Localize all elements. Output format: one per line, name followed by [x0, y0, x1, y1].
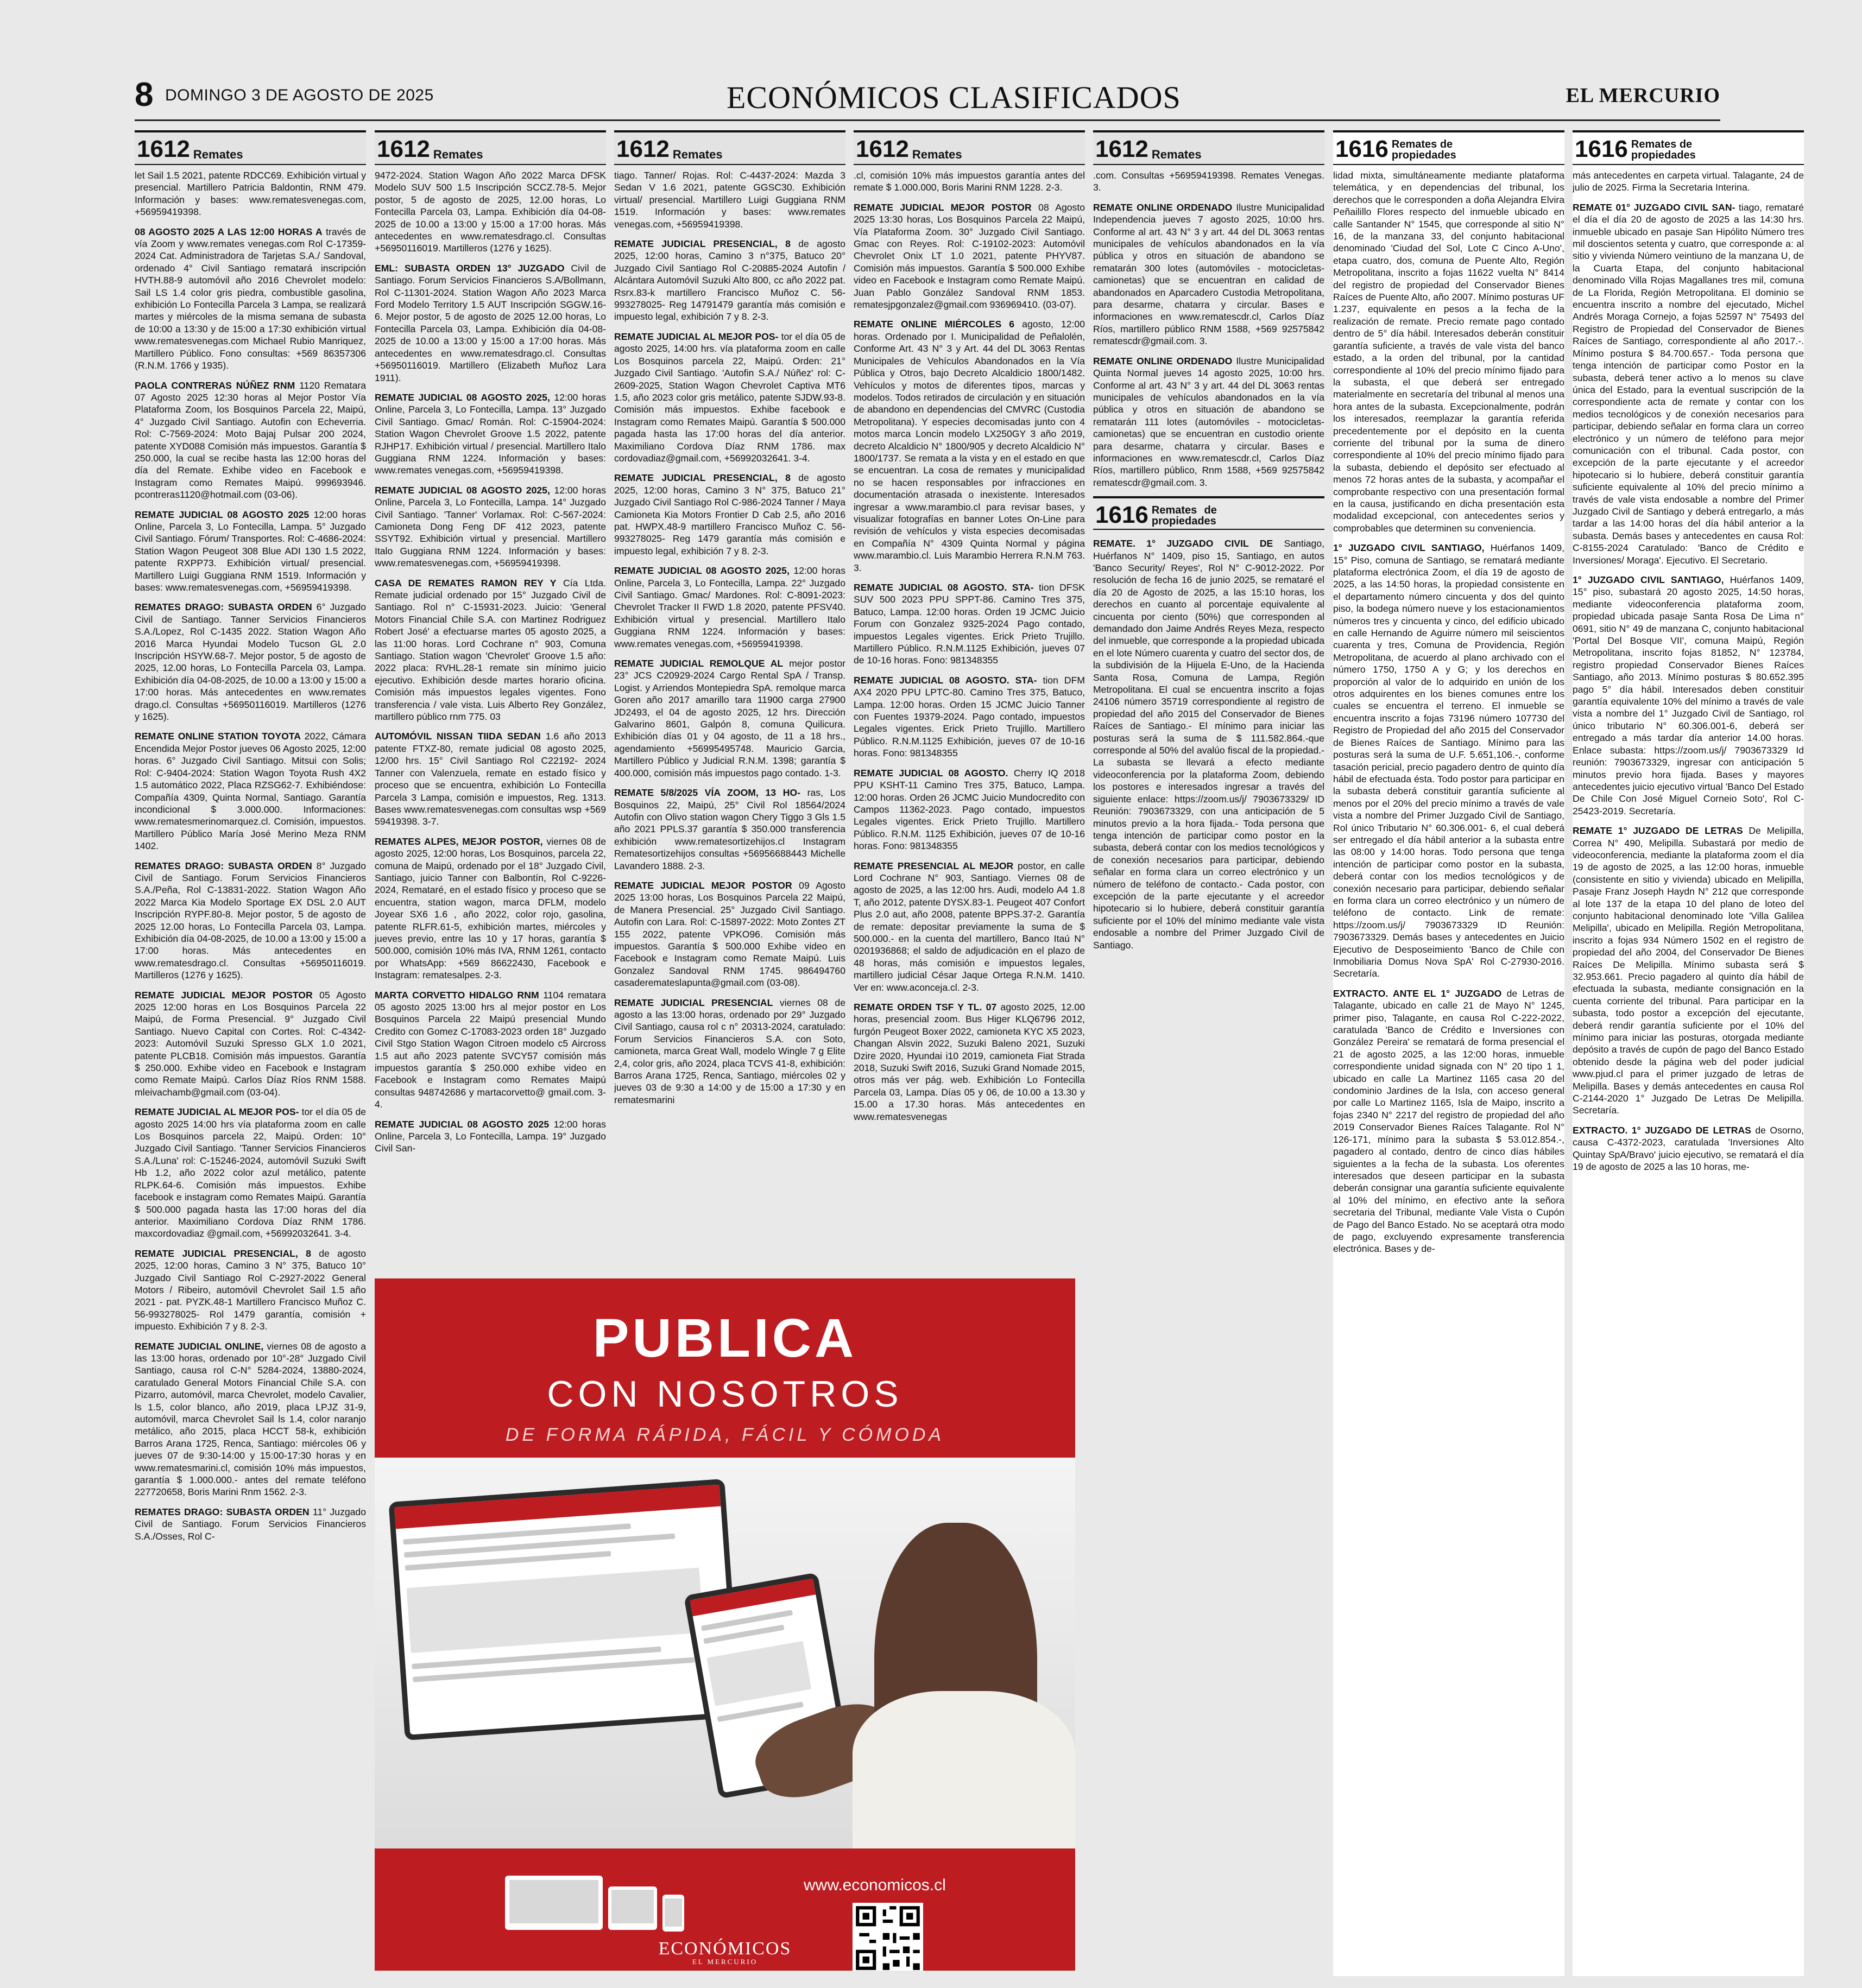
classified-ad [1573, 1124, 1804, 1173]
ad-title: MARTA CORVETTO HIDALGO RNM [375, 989, 539, 1001]
ad-text: 11° Juzgado Civil de Santiago. Forum Servicios Financieros S.A./Osses, Rol C- [135, 1506, 366, 1542]
section-label: Remates de propiedades [1631, 138, 1696, 161]
ad-text: 08 Agosto 2025 13:30 horas, Los Bosquinos Parcela 22 Maipú, Vía Plataforma Zoom. 30° Juzgado Civil Santiago. Gmac con Reyes. Rol: C-19102-2023: Automóvil Chevrolet Onix LT 1.0 2021, patente PHYV87. Comisión más impuestos. Garantía $ 500.000 Exhibe video en Facebook e Instagram como Remate Maipú. Juan Pablo González Sandoval RNM 1853. rematesjpgonzalez@gmail.com 936969410. (03-07). [854, 201, 1085, 311]
classified-ad [1333, 987, 1564, 1255]
ad-text: tiago. Tanner/ Rojas. Rol: C-4437-2024: Mazda 3 Sedan V 1.6 2021, patente GGSC30. Exhibición virtual/ presencial. Martillero Luigi Guggiana RNM 1519. Información y bases: www.remates venegas.com, +56959419398. [614, 170, 845, 230]
column-heading [1333, 130, 1564, 165]
ad-title: REMATE JUDICIAL PRESENCIAL, 8 [614, 472, 791, 484]
classified-ad [135, 169, 366, 218]
ad-text: Ilustre Municipalidad Independencia jueves 7 agosto 2025, 10:00 hrs. Conforme al art. 43 N° 3 y art. 44 del DL 3063 rentas municipales de vehículos abandonados en la vía pública y otros en situación de abandono se rematarán 300 lotes (automóviles - motocicletas-camionetas) que se encuentran en calidad de abandonados en Aparcadero Custodia Metropolitana, para desarme, chatarra y circular. Bases e informaciones en www.rematescdr.cl, Carlos Díaz Ríos, martillero público RNM 1588, +569 92575842 rematescdr@gmail.com. 3. [1093, 201, 1324, 347]
ad-title: AUTOMÓVIL NISSAN TIIDA SEDAN [375, 731, 541, 742]
ad-text: Santiago, Huérfanos N° 1409, piso 15, Santiago, en autos 'Banco Security/ Reyes', Rol N° C-9012-2022. Por resolución de fecha 16 de junio 2025, se remataré el día 20 de Agosto de 2025, a las 15:10 horas, los derechos en cuanto al porcentaje equivalente al cincuenta por ciento (50%) que corresponden al demandado don Jaime Andrés Reyes Meza, respecto del inmueble, que corresponde a la propiedad ubicada en el lote Número cuarenta y cuatro del sector dos, de la subdivisión de la Hijuela E-Uno, de la Hacienda Santa Rosa, Comuna de Lampa, Región Metropolitana. El cual se encuentra inscrito a fojas 24106 número 35719 correspondiente al registro de propiedad del año 2015 del Conservador de Bienes Raíces de Santiago.- El mínimo para iniciar las posturas será la suma de $ 111.582.864.-que corresponde al 50% del avalúo fiscal de la propiedad.- La subasta se llevará a efecto mediante videoconferencia por la plataforma Zoom, debiendo los postores e interesados ingresar a través del siguiente enlace: https://zoom.us/j/ 7903673329/ ID Reunión: 7903673329, con una anticipación de 5 minutos previo a la hora fijada.- Toda persona que tenga intención de participar como postor en la subasta, deberá contar con los medios tecnológicos y de conexión necesarios para participar, debiendo señalar en forma clara un correo electrónico y un número de teléfono de contacto.- Cada postor, con excepción de la parte ejecutante y el acreedor hipotecario si lo hubiere, deberá constituir garantía suficiente por el 10% del mínimo mediante vale vista endosable a nombre del Primer Juzgado Civil de Santiago. [1093, 538, 1324, 951]
classified-ad [375, 262, 606, 384]
section-title: ECONÓMICOS CLASIFICADOS [727, 80, 1181, 115]
ad-text: .cl, comisión 10% más impuestos garantía antes del remate $ 1.000.000, Boris Marini RNM 1228. 2-3. [854, 170, 1085, 193]
column-body [1333, 165, 1564, 1255]
ad-title: REMATE JUDICIAL PRESENCIAL, 8 [135, 1248, 311, 1259]
ad-title: REMATE 01° JUZGADO CIVIL SAN- [1573, 201, 1735, 213]
classified-ad [135, 1506, 366, 1542]
ad-text: agosto, 12:00 horas. Ordenado por I. Municipalidad de Peñalolén, Conforme Art. 43 N° 3 y Art. 44 del DL 3063 Rentas Municipales de Vehículos Abandonados en la Vía Pública y Otros, bajo Decreto Alcaldicio 1800/1482. Vehículos y motos de diferentes tipos, marcas y modelos. Todos retirados de circulación y en situación de abandono en dependencias del CMVRC (Custodia Metropolitana). Y especies decomisadas junto con 4 motos marca Loncin modelo LX250GY 3 año 2019, decreto Alcaldicio N° 1800/905 y decreto Alcaldicio N° 1800/1737. Se remata a la vista y en el estado en que se encuentran. La cosa de remates y municipalidad no se hacen responsables por infracciones en documentación atrasada o inexistente. Interesados ingresar a www.marambio.cl para revisar bases, y visualizar fotografías en banner Lotes On-Line para revisión de vehículos y vista especies decomisadas en Compañía N° 4309 Quinta Normal y página www.marambio.cl. Luis Marambio Herrera R.N.M 763. 3. [854, 319, 1085, 573]
page-date: DOMINGO 3 DE AGOSTO DE 2025 [165, 86, 434, 104]
ad-text: 12:00 horas Online, Parcela 3, Lo Fontecilla, Lampa. 13° Juzgado Civil Santiago. Gmac/ Román. Rol: C-15904-2024: Station Wagon Chevrolet Groove 1.5 2022, patente RJHP17. Exhibición virtual / presencial. Martillero Italo Guggiana RNM 1224. Información y bases: www.remates venegas.com, +56959419398. [375, 391, 606, 476]
ad-title: REMATE JUDICIAL ONLINE, [135, 1340, 264, 1352]
column-heading [1573, 130, 1804, 165]
column-body [135, 165, 366, 1542]
classified-ad [1333, 169, 1564, 534]
ad-text: agosto 2025, 12.00 horas, presencial zoom. Bus Higer KLQ6796 2012, furgón Peugeot Boxer 2022, camioneta KYC X5 2023, Changan Alsvin 2022, Suzuki Baleno 2021, Suzuki Dzire 2020, Hyundai i10 2019, camioneta Fiat Strada 2018, Suzuki Swift 2016, Suzuki Grand Nomade 2015, otros más ver pág. web. Exhibición Lo Fontecilla Parcela 03, Lampa. Días 05 y 06, de 10.00 a 13.30 y 15.00 a 17.30 horas. Más antecedentes en www.rematesvenegas [854, 1002, 1085, 1122]
ad-title: REMATES ALPES, MEJOR POSTOR, [375, 835, 543, 847]
economicos-logo: ECONÓMICOS EL MERCURIO [658, 1939, 792, 1966]
section-number: 1612 [1095, 136, 1148, 162]
classified-ad [854, 860, 1085, 993]
classified-ad [375, 577, 606, 723]
classified-ad [135, 1106, 366, 1239]
section-label: Remates de propiedades [1151, 504, 1217, 528]
ad-text: viernes 08 de agosto a las 13:00 horas, ordenado por 10°-28° Juzgado Civil Santiago, causa rol C-N° 5284-2024, 13880-2024, caratulado General Motors Financial Chile S.A. con Pizarro, automóvil, marca Chevrolet, modelo Cavalier, ls 1.5, color blanco, año 2019, placa LPJZ 31-9, automóvil, marca Chevrolet Sail ls 1.4, color naranjo metálico, año 2015, placa HCCT 58-k, exhibición Barros Arana 1725, Renca, Santiago: miércoles 06 y jueves 07 de 9:30-14:00 y 15:00-17:30 horas y en www.rematesmarini.cl, comisión 10% más impuestos, garantía $ 1.000.000.- antes del remate teléfono 227720658, Boris Marini Rnm 1562. 2-3. [135, 1340, 366, 1498]
ad-title: EXTRACTO. ANTE EL 1° JUZGADO [1333, 987, 1502, 999]
ad-title: REMATE JUDICIAL AL MEJOR POS- [614, 331, 779, 342]
classified-ad [375, 730, 606, 827]
classified-ad [854, 581, 1085, 667]
ad-title: REMATE JUDICIAL AL MEJOR POS- [135, 1106, 299, 1118]
ad-title: REMATE PRESENCIAL AL MEJOR [854, 860, 1014, 871]
ad-text: Civil de Santiago. Forum Servicios Financieros S.A/Bollmann, Rol C-11301-2024. Station Wagon Año 2023 Marca Ford Modelo Territory 1.5 AUT Inscripción SGGW.16-6. Mejor postor, 5 de agosto de 2025 12.00 horas, Lo Fontecilla Parcela 03, Lampa. Exhibición día 04-08-2025 de 10.00 a 13:00 y 15:00 a 17:00 horas. Más antecedentes en www.rematesdrago.cl. Consultas +56950116019. Martillero (Elizabeth Muñoz Lara 1911). [375, 262, 606, 383]
classified-ad [1573, 201, 1804, 566]
section-number: 1616 [1095, 502, 1148, 529]
classified-ad [854, 201, 1085, 311]
promo-headline: PUBLICA [592, 1308, 857, 1369]
classified-ad [375, 1118, 606, 1155]
column-5 [1093, 130, 1324, 1976]
classified-ad [375, 484, 606, 569]
ad-title: EXTRACTO. 1° JUZGADO DE LETRAS [1573, 1124, 1751, 1136]
ad-title: REMATE 1° JUZGADO DE LETRAS [1573, 825, 1743, 837]
section-number: 1612 [137, 136, 190, 162]
ad-title: REMATE JUDICIAL 08 AGOSTO 2025, [614, 565, 790, 577]
promo-photo [375, 1458, 1075, 1848]
ad-text: tor el día 05 de agosto 2025, 14:00 hrs. vía plataforma zoom en calle Los Bosquinos parcela 22, Maipú. Orden: 21° Juzgado Civil Santiago. 'Autofin S.A./ Núñez' rol: C-2609-2025, Station Wagon Chevrolet Captiva MT6 1.5, año 2023 color gris metálico, patente SJDW.93-8. Comisión más impuestos. Exhibe facebook e Instagram como Remates Maipú. Garantía $ 500.000 pagada hasta las 17:00 horas del día anterior. Maximiliano Cordova Díaz RNM 1786. max cordovadiaz@gmail.com, +56992032641. 3-4. [614, 331, 845, 464]
column-body [1573, 165, 1804, 1173]
section-label: Remates [672, 148, 723, 161]
column-4 [854, 130, 1085, 1270]
brand-logo: EL MERCURIO [1566, 84, 1720, 107]
ad-text: 1120 Rematara 07 Agosto 2025 12:30 horas al Mejor Postor Vía Plataforma Zoom, los Bosquinos Parcela 22, Maipú, 4° Juzgado Civil Santiago. Autofin con Echeverria. Rol: C-7569-2024: Moto Bajaj Pulsar 200 2024, patente XYD088 Comisión más impuestos. Garantía $ 250.000, la cual se recibe hasta las 12:00 horas del día del Remate. Exhibe video en Facebook e Instagram como Remates Maipú. 999693946. pcontreras1120@hotmail.com (03-06). [135, 379, 366, 501]
column-6 [1333, 130, 1564, 1976]
page-header [135, 76, 1720, 121]
ad-text: postor, en calle Lord Cochrane N° 903, Santiago. Viernes 08 de agosto de 2025, a las 12:00 hrs. Audi, modelo A4 1.8 T, año 2012, patente DYSX.83-1. Peugeot 407 Confort Plus 2.0 aut, año 2008, patente BPPS.37-2. Garantía de remate: depositar previamente la suma de $ 500.000.- en la cuenta del martillero, Banco Itaú N° 0201936868; el saldo de adjudicación en el plazo de 48 horas, más comisión e impuestos legales, martillero judicial César Jaque Ortega R.N.M. 1410. Ver en: www.aconceja.cl. 2-3. [854, 860, 1085, 993]
ad-title: 08 AGOSTO 2025 A LAS 12:00 HORAS A [135, 226, 323, 237]
ad-title: REMATE JUDICIAL 08 AGOSTO 2025, [375, 484, 550, 496]
ad-text: de agosto 2025, 12:00 horas, Camino 3 n°375, Batuco 20° Juzgado Civil Santiago Rol C-20885-2024 Autofin / Alcántara Automóvil Suzuki Alto 800, cc año 2022 pat. Rsrx.83-k martillero Francisco Muñoz C. 56-993278025- Reg 14791479 garantía más comisión e impuesto legal, exhibición 7 y 8. 2-3. [614, 238, 845, 322]
ad-text: 09 Agosto 2025 13:00 horas, Los Bosquinos Parcela 22 Maipú, de Manera Presencial. 25° Juzgado Civil Santiago. Autofin con Lara. Rol: C-15897-2022: Moto Zontes ZT 155 2022, patente VPKO96. Comisión más impuestos. Garantía $ 500.000 Exhibe video en Facebook e Instagram como Remate Maipú. Luis Gonzalez Sandoval RNM 1745. 986494760 casaderemateslapunta@gmail.com (03-08). [614, 879, 845, 989]
page-number: 8 [135, 76, 154, 113]
classified-ad [854, 1001, 1085, 1123]
ad-title: REMATE ONLINE MIÉRCOLES 6 [854, 319, 1015, 330]
classified-ad [375, 169, 606, 255]
ad-title: REMATES DRAGO: SUBASTA ORDEN [135, 1506, 310, 1517]
ad-title: REMATE JUDICIAL PRESENCIAL, 8 [614, 238, 791, 250]
ad-text: de Letras de Talagante, ubicado en calle 21 de Mayo N° 1245, primer piso, Talagante, en causa Rol C-222-2022, caratulada 'Banco de Crédito e Inversiones con González Pereira' se rematará de forma presencial el 21 de agosto 2025, a las 12:00 horas, inmueble correspondiente unidad signada con N° 20 tipo 1 1, ubicado en calle La Martinez 1165 casa 20 del condominio Jardines de la Isla, con acceso general por calle Lo Martinez 1165, Isla de Maipo, inscrito a fojas 2340 N° 2217 del registro de propiedad del año 2019 Conservador Bienes Raíces Talagante. Rol N° 126-171, mínimo para la subasta $ 53.012.854.-, pagadero al contado, dentro de cinco días hábiles siguientes a la fecha de la subasta. Los oferentes interesados que deseen participar en la subasta deberán consignar una garantía suficiente equivalente al 10% del mínimo, en efectivo ante la señora secretaria del Tribunal, mediante Vale Vista o Cupón de Pago del Banco Estado. No se aceptará otra modo de pago, excluyendo expresamente transferencia electrónica. Bases y de- [1333, 987, 1564, 1255]
classified-ad [614, 879, 845, 989]
ad-title: REMATES DRAGO: SUBASTA ORDEN [135, 602, 312, 613]
ad-text: tiago, remataré el día el día 20 de agosto de 2025 a las 14:30 hrs. inmueble ubicado en pasaje San Hipólito Número tres mil doscientos setenta y cuatro, que corresponde a: al sitio y vivienda Número veintiuno de la manzana U, de la Cuarta Etapa, del conjunto habitacional denominado Villa Rojas Magallanes tres mil, comuna de La Florida, Región Metropolitana. El dominio se encuentra inscrito a nombre del ejecutado, Michel Andrés Moraga Cornejo, a fojas 52597 N° 75493 del Registro de Propiedad del Conservador de Bienes Raíces de Santiago, correspondiente al año 2017.-. Mínimo postura $ 84.700.657.- Toda persona que tenga intención de participar como Postor en la subasta, deberá tener activo a lo menos su clave única del Estado, para la eventual suscripción de la correspondiente acta de remate y contar con los medios tecnológicos y de conexión necesarios para participar, debiendo señalar en forma clara un correo electrónico y un número de teléfono para mejor comunicación con el tribunal. Cada postor, con excepción de la parte ejecutante y el acreedor hipotecario si lo hubiere, deberá constituir garantía suficiente equivalente al 10% del precio mínimo a través de vale vista endosable a nombre del Primer Juzgado Civil de Santiago y deberá entregarlo, a más tardar a las 14:00 horas del día hábil anterior a la subasta. Demás bases y antecedentes en causa Rol: C-8155-2024 Caratulado: 'Banco de Crédito e Inversiones/ Moraga'. Ejecutivo. El Secretario. [1573, 201, 1804, 566]
ad-title: 1° JUZGADO CIVIL SANTIAGO, [1333, 542, 1485, 554]
ad-title: REMATE JUDICIAL 08 AGOSTO 2025, [375, 391, 550, 403]
ad-text: Cía Ltda. Remate judicial ordenado por 15° Juzgado Civil de Santiago. Rol n° C-15931-2023. Juicio: 'General Motors Financial Chile S.A. con Martinez Rodriguez Robert José' a efectuarse martes 05 agosto 2025, a las 11:00 horas. Lord Cochrane n° 903, Comuna Santiago. Station wagon 'Chevrolet' Groove 1.5 año: 2022 placa: RVHL.28-1 remate sin mínimo juicio ejecutivo. Exhibición desde martes horario oficina. Comisión más impuestos legales vigentes. Fono transferencia / vale vista. Luis Alberto Rey González, martillero público rnm 775. 03 [375, 577, 606, 723]
ad-text: 12:00 horas Online, Parcela 3, Lo Fontecilla, Lampa. 22° Juzgado Civil Santiago. Gmac/ Mardones. Rol: C-8091-2023: Chevrolet Tracker II FWD 1.8 2020, patente PFSV40. Exhibición virtual y presencial. Martillero Italo Guggiana RNM 1224. Información y bases: www.remates venegas.com, +56959419398. [614, 565, 845, 649]
column-2 [375, 130, 606, 1270]
promo-url: www.economicos.cl [804, 1876, 946, 1894]
column-1 [135, 130, 366, 1976]
ad-title: REMATE JUDICIAL 08 AGOSTO. [854, 767, 1008, 778]
ad-text: lidad mixta, simultáneamente mediante plataforma telemática, y en dependencias del tribunal, los derechos que le corresponden a doña Alejandra Elvira Peñailillo Flores respecto del inmueble ubicado en calle Santander N° 1545, que corresponde al sitio N° 16, de la manzana 33, del conjunto habitacional denominado 'Ciudad del Sol, Lote C Cinco A-Uno', etapa cuatro, dos, comuna de Puente Alto, Región Metropolitana, inscrito a fojas 11622 vuelta N° 8414 del registro de propiedad del Conservador Bienes Raíces de Puente Alto, año 2007. Mínimo posturas UF 1.237, equivalente en pesos a la fecha de la realización de remate. Precio remate pago contado dentro de 5° día hábil. Interesados deberán constituir garantía suficiente, a través de vale vista del banco estado, a la orden del tribunal, por la cantidad correspondiente al 10% del precio mínimo fijado para la subasta, el que deberá ser entregado materialmente en secretaría del tribunal al menos una hora antes de la subasta. Excepcionalmente, podrán los interesados, reemplazar la garantía referida precedentemente por el depósito en la cuenta corriente del tribunal por la suma de dinero correspondiente al 10% del precio mínimo fijado para la subasta, debiendo el depósito ser efectuado al menos 72 horas antes de la subasta, y acompañar el comprobante respectivo con una presentación formal en la causa, justificando en dicha presentación esta modalidad excepcional, con antecedentes serios y comprobables que determinen su conveniencia. [1333, 170, 1564, 534]
inline-section-heading [1093, 496, 1324, 530]
ad-title: REMATES DRAGO: SUBASTA ORDEN [135, 860, 312, 871]
ad-title: REMATE 5/8/2025 VÍA ZOOM, 13 HO- [614, 787, 800, 799]
ad-text: viernes 08 de agosto a las 13:00 horas, ordenado por 29° Juzgado Civil Santiago, causa rol c n° 20313-2024, caratulado: Forum Servicios Financieros S.A. con Soto, camioneta, marca Great Wall, modelo Wingle 7 g Elite 2,4, color gris, año 2024, placa TCVS 41-8, exhibición: Barros Arana 1725, Renca, Santiago, miércoles 02 y jueves 03 de 9:30 a 14:00 y de 15:00 a 17:30 y en rematesmarini [614, 997, 845, 1105]
ad-text: de agosto 2025, 12:00 horas, Camino 3 N° 375, Batuco 21° Juzgado Civil Santiago Rol C-986-2024 Tanner / Maya Camioneta Kia Motors Frontier D Cab 2.5, año 2016 pat. HWPX.48-9 martillero Francisco Muñoz C. 56-993278025- Reg 1479 garantía más comisión e impuesto legal, exhibición 7 y 8. 2-3. [614, 472, 845, 556]
ad-title: PAOLA CONTRERAS NÚÑEZ RNM [135, 379, 295, 391]
classified-ad [854, 674, 1085, 759]
ad-text: 12:00 horas Online, Parcela 3, Lo Fontecilla, Lampa. 19° Juzgado Civil San- [375, 1118, 606, 1154]
classified-ad [135, 226, 366, 372]
ad-title: REMATE JUDICIAL 08 AGOSTO. STA- [854, 582, 1034, 593]
section-label: Remates [433, 148, 483, 161]
ad-title: EML: SUBASTA ORDEN 13° JUZGADO [375, 262, 565, 274]
classified-ad [614, 565, 845, 650]
column-heading [1093, 130, 1324, 165]
ad-title: CASA DE REMATES RAMON REY Y [375, 577, 557, 588]
ad-title: REMATE ONLINE ORDENADO [1093, 201, 1233, 213]
ad-text: más antecedentes en carpeta virtual. Talagante, 24 de julio de 2025. Firma la Secretaria Interina. [1573, 170, 1804, 193]
ad-title: REMATE ONLINE STATION TOYOTA [135, 731, 301, 742]
ad-text: let Sail 1.5 2021, patente RDCC69. Exhibición virtual y presencial. Martillero Patricia Baldontin, RNM 479. Información y bases: www.rematesvenegas.com, +56959419398. [135, 170, 366, 218]
qr-code-icon [853, 1903, 923, 1971]
ad-text: .com. Consultas +56959419398. Remates Venegas. 3. [1093, 170, 1324, 193]
ad-text: 05 Agosto 2025 12:00 horas en Los Bosquinos Parcela 22 Maipú, de Forma Presencial. 9° Juzgado Civil Santiago. Nuevo Capital con Cortes. Rol: C-4342-2023: Automóvil Suzuki Spresso GLX 1.0 2021, patente PLCB18. Comisión más impuestos. Garantía $ 250.000. Exhibe video en Facebook e Instagram como Remate Maipú. Carlos Díaz Ríos RNM 1588. mleivachamb@gmail.com (03-04). [135, 989, 366, 1098]
classified-ad [614, 657, 845, 779]
classified-ad [375, 835, 606, 982]
ad-title: REMATE JUDICIAL MEJOR POSTOR [614, 879, 792, 891]
shirt-image [853, 1691, 1075, 1848]
ad-text: tion DFSK SUV 500 2023 PPU SPPT-86. Camino Tres 375, Batuco, Lampa. 12:00 horas. Orden 19 JCMC Juicio Forum con Gonzalez 9325-2024 Pago contado, impuestos Legales vigentes. Erick Prieto Trujillo. Martillero Público. R.N.M.1125 Exhibición, jueves 07 de 10-16 horas. Fono: 981348355 [854, 582, 1085, 666]
ad-text: 1.6 año 2013 patente FTXZ-80, remate judicial 08 agosto 2025, 12/00 hrs. 15° Civil Santiago Rol C22192- 2024 Tanner con Valenzuela, remate en estado físico y proceso que se encuentra, exhibición Lo Fontecilla Parcela 3 Lampa, comisión e impuestos, Reg. 1313. Bases www.rematesvenegas.com consultas wsp +569 59419398. 3-7. [375, 731, 606, 827]
ad-title: REMATE ORDEN TSF Y TL. 07 [854, 1002, 997, 1012]
column-heading [375, 130, 606, 165]
classified-ad [614, 238, 845, 323]
ad-text: Cherry IQ 2018 PPU KSHT-11 Camino Tres 375, Batuco, Lampa. 12:00 horas. Orden 26 JCMC Juicio Mundocredito con Campos 11362-2023. Pago contado, impuestos Legales vigentes. Erick Prieto Trujillo. Martillero Público. R.N.M. 1125 Exhibición, jueves 07 de 10-16 horas. Fono: 981348355 [854, 767, 1085, 852]
classified-ad [1333, 542, 1564, 980]
ad-title: REMATE ONLINE ORDENADO [1093, 355, 1233, 366]
classified-ad [614, 472, 845, 557]
ad-text: 8° Juzgado Civil de Santiago. Forum Servicios Financieros S.A./Peña, Rol C-13831-2022. Station Wagon Año 2022 Marca Kia Modelo Sportage EX DSL 2.0 AUT Inscripción RYPF.80-8. Mejor postor, 5 de agosto de 2025 12.00 horas, Lo Fontecilla Parcela 03, Lampa. Exhibición día 04-08-2025, de 10.00 a 13:00 y 15:00 a 17:00 horas. Más antecedentes en www.rematesdrago.cl. Consultas +56950116019. Martilleros (1276 y 1625). [135, 860, 366, 981]
ad-title: REMATE JUDICIAL MEJOR POSTOR [854, 201, 1032, 213]
column-body [375, 165, 606, 1155]
section-number: 1612 [377, 136, 430, 162]
column-body [614, 165, 845, 1106]
classified-ad [854, 318, 1085, 574]
classified-ad [614, 331, 845, 464]
ad-text: 9472-2024. Station Wagon Año 2022 Marca DFSK Modelo SUV 500 1.5 Inscripción SCCZ.78-5. Mejor postor, 5 de agosto de 2025, 12.00 horas, Lo Fontecilla Parcela 03, Lampa. Exhibición día 04-08-2025 de 10.00 a 13:00 y 15:00 a 17:00 horas. Más antecedentes en www.rematesdrago.cl. Consultas +56950116019. Martilleros (1276 y 1625). [375, 170, 606, 254]
classified-ad [854, 169, 1085, 194]
section-label: Remates [1151, 148, 1202, 161]
column-body [1093, 165, 1324, 951]
classified-ad [135, 1248, 366, 1333]
classified-ad [135, 860, 366, 982]
classified-ad [1093, 201, 1324, 347]
classified-ad [135, 509, 366, 594]
classified-ad [1573, 574, 1804, 817]
ad-text: tor el día 05 de agosto 2025 14:00 hrs vía plataforma zoom en calle Los Bosquinos parcela 22, Maipú. Orden: 10° Juzgado Civil Santiago. 'Tanner Servicios Financieros S.A./Luna' rol: C-15246-2024, automóvil Suzuki Swift Hb 1.2, año 2022 color azul metálico, patente RLPK.64-6. Comisión más impuestos. Exhibe facebook e instagram como Remates Maipú. Garantía $ 500.000 pagada hasta las 17:00 horas del día anterior. Maximiliano Cordova Díaz RNM 1786. maxcordovadiaz @gmail.com, +56992032641. 3-4. [135, 1106, 366, 1239]
ad-text: Huérfanos 1409, 15° piso, subastará 20 agosto 2025, 14:50 horas, mediante videoconferencia plataforma zoom, propiedad ubicada pasaje Santa Rosa De Lima n° 0691, sitio N° 49 de manzana C, conjunto habitacional 'Portal Del Bosque VII', comuna Maipú, Región Metropolitana, inscrito fojas 81852, N° 123784, registro propiedad Conservador Bienes Raíces Santiago, año 2013. Mínimo posturas $ 80.652.395 pago 5° día hábil. Interesados deben constituir garantía equivalente 10% del mínimo a través de vale vista a nombre del 1° Juzgado Civil de Santiago, rol único tributario N° 60.306.001-6, deberá ser entregado a más tardar día anterior 14.00 horas. Enlace subasta: https://zoom.us/j/ 7903673329 Id reunión: 7903673329, ingresar con anticipación 5 minutos previo hora fijada. Bases y mayores antecedentes juicio ejecutivo virtual 'Banco Del Estado De Chile Con José Miguel Corneio Soto', Rol C-25423-2019. Secretaría. [1573, 574, 1804, 816]
promo-ad [375, 1278, 1075, 1971]
ad-text: Huérfanos 1409, 15° Piso, comuna de Santiago, se rematará mediante plataforma electrónica Zoom, el día 19 de agosto de 2025, a las 14:50 horas, la propiedad consistente en el departamento número cincuenta y dos del quinto piso, la bodega número nueve y los estacionamientos números tres y cincuenta y cinco, del edificio ubicado en calle Hernando de Aguirre número mil seiscientos cuarenta y tres, Comuna de Providencia, Región Metropolitana, de acuerdo al plano archivado con el número 1750, 1750 A y G; y los derechos en proporción al valor de lo adquirido en unión de los otros adquirentes en los bienes comunes entre los cuales se encuentra el terreno. El inmueble se encuentra inscrito a fojas 73196 número 107730 del Registro de Propiedad del año 2015 del Conservador de Bienes Raíces de Santiago. Mínimo para las posturas será la suma de U.F. 5.651,106.-, conforme tasación pericial, precio pagadero dentro de quinto día hábil de efectuada ésta. Todo postor para participar en la subasta deberá constituir garantía suficiente al menos por el 20% del precio mínimo a través de vale vista a nombre del Primer Juzgado Civil de Santiago, Rol único Tributario N° 60.306.001- 6, el cual deberá ser entregado el día hábil anterior a la subasta entre las 08:00 y 14:00 horas. Todo persona que tenga intención de participar como postor en la subasta, deberá contar con los medios tecnológicos y de conexión necesario para participar, debiendo señalar en forma clara un correo electrónico y un número de teléfono de contacto. Link de remate: https://zoom.us/j/ 7903673329 ID Reunión: 7903673329. Demás bases y antecedentes en Juicio Ejecutivo de Desposeimiento 'Banco de Chile con Inmobiliaria Domus Nova SpA' Rol C-27930-2016. Secretaría. [1333, 542, 1564, 979]
column-heading [135, 130, 366, 165]
classified-ad [1093, 355, 1324, 489]
section-number: 1612 [616, 136, 670, 162]
classified-ad [1093, 169, 1324, 194]
ad-title: REMATE JUDICIAL MEJOR POSTOR [135, 989, 313, 1001]
devices-icon [494, 1870, 711, 1935]
ad-text: de agosto 2025, 12:00 horas, Camino 3 N° 375, Batuco 10° Juzgado Civil Santiago Rol C-2927-2022 General Motors / Ribeiro, automóvil Chevrolet Sail 1.5 año 2021 - pat. PYZK.48-1 Martillero Francisco Muñoz C. 56-993278025- Rol 1479 garantía, comisión + impuesto. Exhibición 7 y 8. 2-3. [135, 1248, 366, 1332]
ad-title: REMATE JUDICIAL PRESENCIAL [614, 997, 773, 1008]
column-heading [614, 130, 845, 165]
classified-ad [135, 601, 366, 723]
ad-text: 12:00 horas Online, Parcela 3, Lo Fontecilla, Lampa. 5° Juzgado Civil Santiago. Fórum/ Transportes. Rol: C-4686-2024: Station Wagon Peugeot 308 Blue ADI 130 1.5 2022, patente RXPP73. Exhibición virtual/ presencial. Martillero Luigi Guggiana RNM 1519. Información y bases: www.rematesvenegas.com, +56959419398. [135, 509, 366, 593]
ad-text: viernes 08 de agosto 2025, 12:00 horas, Los Bosquinos, parcela 22, comuna de Maipú, ordenado por el 18° Juzgado Civil, Santiago, juicio Tanner con Balbontín, Rol C-9226-2024, Remataré, en el estado físico y proceso que se encuentra, station wagon, marca DFLM, modelo Joyear SX6 1.6 , año 2022, color rojo, gasolina, patente RLFR.61-5, exhibición martes, miércoles y jueves previo, entre las 10 y 17 horas, garantía $ 500.000, comisión 10% más IVA, RNM 1261, contacto por WhatsApp: +569 86622430, Facebook e Instagram: rematesalpes. 2-3. [375, 835, 606, 981]
section-number: 1616 [1575, 136, 1628, 162]
ad-text: través de vía Zoom y www.remates venegas.com Rol C-17359-2024 Cat. Administradora de Tarjetas S.A./ Sandoval, ordenado 4° Civil Santiago rematará inscripción HVTH.88-9 automóvil año 2016 Chevrolet modelo: Sail LS 1.4 color gris piedra, combustible gasolina, exhibición Lo Fontecilla Parcela 3 Lampa, se realizará martes y miércoles de la misma semana de subasta de 10:00 a 13:30 y de 15:00 a 17:30 exhibición virtual www.rematesvenegas.com Michael Rubio Manriquez, Martillero Público. Fono consultas: +569 86357306 (R.N.M. 1766 y 1935). [135, 226, 366, 371]
classified-ad [614, 787, 845, 872]
classified-ad [1093, 537, 1324, 951]
ad-text: de Osorno, causa C-4372-2023, caratulada 'Inversiones Alto Quintay SpA/Bravo' juicio ejecutivo, se rematará el día 19 de agosto de 2025 a las 10 horas, me- [1573, 1124, 1804, 1173]
classified-ad [614, 169, 845, 230]
ad-text: 2022, Cámara Encendida Mejor Postor jueves 06 Agosto 2025, 12:00 horas. 6° Juzgado Civil Santiago. Mitsui con Solis; Rol: C-9404-2024: Station Wagon Toyota Rush 4X2 1.5 automático 2022, Placa RZSG62-7. Exhibiéndose: Compañía 4309, Quinta Normal, Santiago. Garantía incondicional $ 3.000.000. Informaciones: www.rematesmerinomarquez.cl. Comisión, impuestos. Martillero Público María José Merino Meza RNM 1402. [135, 731, 366, 852]
ad-title: REMATE JUDICIAL 08 AGOSTO 2025 [375, 1118, 550, 1130]
section-label: Remates [193, 148, 243, 161]
ad-text: Ilustre Municipalidad Quinta Normal jueves 14 agosto 2025, 10:00 hrs. Conforme al art. 43 N° 3 y art. 44 del DL 3063 rentas municipales de vehículos abandonados en la vía pública y otros en situación de abandono se rematarán 111 lotes (automóviles - motocicletas-camionetas) que se encuentran en custodio oriente para desarme, chatarra y circular. Bases e informaciones en www.rematescdr.cl, Carlos Díaz Ríos, martillero público, Rnm 1588, +569 92575842 rematescdr@gmail.com. 3. [1093, 355, 1324, 488]
column-7 [1573, 130, 1804, 1976]
ad-title: REMATE JUDICIAL REMOLQUE AL [614, 658, 784, 669]
classified-ad [135, 989, 366, 1099]
ad-title: REMATE JUDICIAL 08 AGOSTO. STA- [854, 674, 1037, 686]
classified-ad [1573, 169, 1804, 194]
ad-text: mejor postor 23° JCS C20929-2024 Cargo Rental SpA / Transp. Logist. y Arriendos Montepiedra SpA. remolque marca Goren año 2017 amarillo tara 11900 carga 27900 JD2493, el 04 de agosto 2025, 12 hrs. Dirección Galvarino 8601, Galpón 8, comuna Quilicura. Exhibición días 01 y 04 agosto, de 11 a 18 hrs., agendamiento +56995495748. Mauricio Garcia, Martillero Público y Judicial R.N.M. 1398; garantía $ 400.000, comisión más impuestos pago contado. 1-3. [614, 658, 845, 778]
classified-ad [135, 379, 366, 501]
classified-ad [375, 391, 606, 477]
ad-text: 12:00 horas Online, Parcela 3, Lo Fontecilla, Lampa. 14° Juzgado Civil Santiago. 'Tanner' Vorlamax. Rol: C-567-2024: Camioneta Dong Feng DF 412 2023, patente SSYT92. Exhibición virtual y presencial. Martillero Italo Guggiana RNM 1224. Información y bases: www.rematesvenegas.com, +56959419398. [375, 484, 606, 569]
classified-ad [375, 989, 606, 1111]
ad-text: 1104 rematara 05 agosto 2025 13:00 hrs al mejor postor en Los Bosquinos Parcela 22 Maipú presencial Mundo Credito con Gomez C-17083-2023 orden 18° Juzgado Civil Stgo Station Wagon Citroen modelo c5 Aircross 1.5 aut año 2023 patente SVCY57 comisión más impuestos garantía $ 250.000 exhibe video en Facebook e Instagram como Remates Maipú consultas 948742686 y martacorvetto@ gmail.com. 3-4. [375, 989, 606, 1110]
column-3 [614, 130, 845, 1270]
ad-title: REMATE. 1° JUZGADO CIVIL DE [1093, 538, 1273, 549]
column-body [854, 165, 1085, 1123]
ad-text: 6° Juzgado Civil de Santiago. Tanner Servicios Financieros S.A./Lopez, Rol C-1435 2022. Station Wagon Año 2016 Marca Hyundai Modelo Tucson GL 2.0 Inscripción HSYW.68-7. Mejor postor, 5 de agosto de 2025, 12.00 horas, Lo Fontecilla Parcela 03, Lampa. Exhibición día 04-08-2025, de 10.00 a 13:00 y 15:00 a 17:00 horas. Más antecedentes en www.remates drago.cl. Consultas +56950116019. Martilleros (1276 y 1625). [135, 602, 366, 723]
section-label: Remates [912, 148, 962, 161]
classified-ad [614, 997, 845, 1106]
section-label: Remates de propiedades [1391, 138, 1456, 161]
promo-subheadline: CON NOSOTROS [547, 1373, 903, 1415]
section-number: 1612 [856, 136, 909, 162]
ad-text: tion DFM AX4 2020 PPU LPTC-80. Camino Tres 375, Batuco, Lampa. 12:00 horas. Orden 15 JCMC Juicio Tanner con Fuentes 19379-2024. Pago contado, impuestos Legales vigentes. Erick Prieto Trujillo. Martillero Público. R.N.M.1125 Exhibición, jueves 07 de 10-16 horas. Fono: 981348355 [854, 674, 1085, 759]
ad-text: De Melipilla, Correa N° 490, Melipilla. Subastará por medio de videoconferencia, mediante la plataforma zoom el día 19 de agosto de 2025, a las 12:00 horas, inmueble (consistente en sitio y vivienda) ubicado en Melipilla, Pasaje Franz Joseph Haydn N° 212 que corresponde al lote 137 de la etapa 10 del plano de loteo del conjunto habitacional denominado lote 'Villa Galilea Melipilla', ubicado en Melipilla. Región Metropolitana, inscrito a fojas 934 Número 1502 en el registro de propiedad del año 2004, del Conservador De Bienes Raíces De Melipilla. Mínimo subasta será $ 32.953.661. Precio pagadero al quinto día hábil de efectuada la subasta, mediante consignación en la cuenta corriente del tribunal. Para participar en la subasta, todo postor a excepción del ejecutante, deberá rendir garantía suficiente por el 10% del mínimo para iniciar las posturas, otorgada mediante depósito a través de cupón de pago del Banco Estado obtenido desde la página web del poder judicial www.pjud.cl para el primer juzgado de letras de Melipilla. Bases y demás antecedentes en causa Rol C-2144-2020 1° Juzgado De Letras De Melipilla. Secretaría. [1573, 825, 1804, 1116]
classified-ad [854, 767, 1085, 852]
ad-title: 1° JUZGADO CIVIL SANTIAGO, [1573, 574, 1724, 585]
classified-ad [1573, 825, 1804, 1117]
classified-ad [135, 1340, 366, 1498]
ad-title: REMATE JUDICIAL 08 AGOSTO 2025 [135, 509, 310, 520]
column-heading [854, 130, 1085, 165]
ad-text: ras, Los Bosquinos 22, Maipú, 25° Civil Rol 18564/2024 Autofin con Olivo station wagon Chery Tiggo 3 Gls 1.5 año 2021 PPLS.37 garantía $ 350.000 transferencia exhibición www.rematesortizehijos.cl Instagram Rematesortizehijos consultas +56956688443 Michelle Lavandero 1888. 2-3. [614, 787, 845, 871]
promo-tagline: DE FORMA RÁPIDA, FÁCIL Y CÓMODA [505, 1424, 945, 1445]
classified-ad [135, 730, 366, 852]
section-number: 1616 [1335, 136, 1388, 162]
